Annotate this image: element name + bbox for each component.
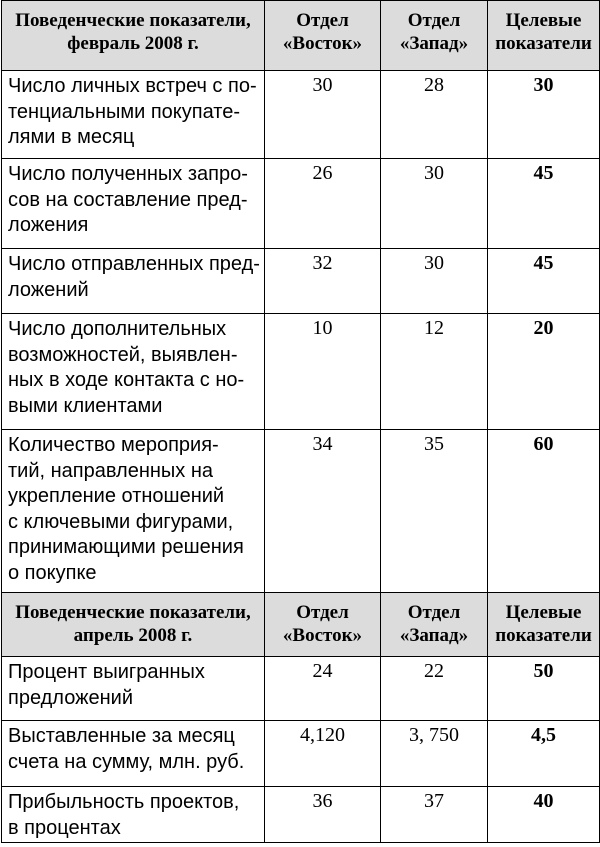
table-row bbox=[2, 314, 600, 430]
metric-cell: Число полученных запро- сов на составление пред- ложения bbox=[2, 159, 265, 249]
west-value: 35 bbox=[381, 430, 488, 593]
header-east: Отдел «Восток» bbox=[265, 593, 381, 657]
header-row-february bbox=[2, 1, 600, 71]
header-west: Отдел «Запад» bbox=[381, 593, 488, 657]
east-value: 30 bbox=[265, 71, 381, 159]
header-row-april bbox=[2, 593, 600, 657]
table-row bbox=[2, 71, 600, 159]
table-row bbox=[2, 249, 600, 314]
west-value: 3, 750 bbox=[381, 721, 488, 787]
header-metric-april: Поведенческие показатели, апрель 2008 г. bbox=[2, 593, 265, 657]
east-value: 10 bbox=[265, 314, 381, 430]
target-value: 45 bbox=[488, 249, 600, 314]
metric-cell: Число дополнительных возможностей, выявлен- ных в ходе контакта с но- выми клиентами bbox=[2, 314, 265, 430]
header-metric-february: Поведенческие показатели, февраль 2008 г. bbox=[2, 1, 265, 71]
header-east: Отдел «Восток» bbox=[265, 1, 381, 71]
metric-cell: Количество мероприя- тий, направленных на укрепление отношений с ключевыми фигурами, принимающими решения о покупке bbox=[2, 430, 265, 593]
target-value: 60 bbox=[488, 430, 600, 593]
metric-cell: Прибыльность проектов, в процентах bbox=[2, 787, 265, 843]
table-row bbox=[2, 721, 600, 787]
metric-cell: Число отправленных пред- ложений bbox=[2, 249, 265, 314]
west-value: 30 bbox=[381, 159, 488, 249]
west-value: 12 bbox=[381, 314, 488, 430]
header-west: Отдел «Запад» bbox=[381, 1, 488, 71]
target-value: 50 bbox=[488, 657, 600, 721]
metric-cell: Процент выигранных предложений bbox=[2, 657, 265, 721]
east-value: 36 bbox=[265, 787, 381, 843]
target-value: 20 bbox=[488, 314, 600, 430]
target-value: 30 bbox=[488, 71, 600, 159]
east-value: 24 bbox=[265, 657, 381, 721]
west-value: 30 bbox=[381, 249, 488, 314]
table-row bbox=[2, 657, 600, 721]
table-row bbox=[2, 159, 600, 249]
header-target: Целевые показатели bbox=[488, 1, 600, 71]
target-value: 4,5 bbox=[488, 721, 600, 787]
target-value: 40 bbox=[488, 787, 600, 843]
table-row bbox=[2, 430, 600, 593]
east-value: 32 bbox=[265, 249, 381, 314]
east-value: 34 bbox=[265, 430, 381, 593]
west-value: 22 bbox=[381, 657, 488, 721]
east-value: 4,120 bbox=[265, 721, 381, 787]
metric-cell: Выставленные за месяц счета на сумму, млн. руб. bbox=[2, 721, 265, 787]
east-value: 26 bbox=[265, 159, 381, 249]
metric-cell: Число личных встреч с по- тенциальными покупате- лями в месяц bbox=[2, 71, 265, 159]
header-target: Целевые показатели bbox=[488, 593, 600, 657]
sales-metrics-table bbox=[1, 0, 600, 843]
table-row bbox=[2, 787, 600, 843]
west-value: 37 bbox=[381, 787, 488, 843]
west-value: 28 bbox=[381, 71, 488, 159]
target-value: 45 bbox=[488, 159, 600, 249]
